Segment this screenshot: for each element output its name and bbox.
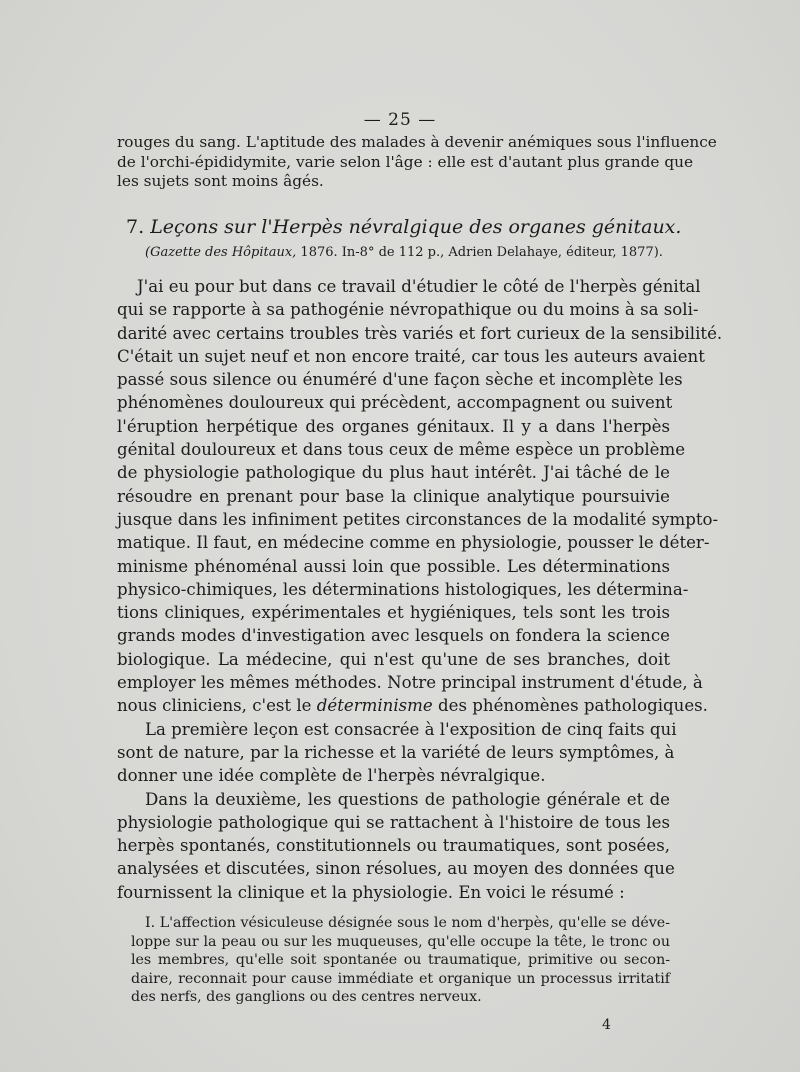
text-line: Dans la deuxième, les questions de pathologie générale et de — [145, 789, 670, 809]
text-line: biologique. La médecine, qui n'est qu'une de ses branches, doit — [117, 649, 670, 669]
text-line: darité avec certains troubles très variés et fort curieux de la sensibilité. — [117, 323, 723, 343]
source-journal: (Gazette des Hôpitaux, — [145, 245, 297, 260]
emphasis-determinisme: déterminisme — [316, 696, 433, 716]
text-line: physico-chimiques, les déterminations histologiques, les détermina- — [117, 579, 689, 599]
text-line: jusque dans les infiniment petites circonstances de la modalité sympto- — [117, 509, 719, 529]
text-line: résoudre en prenant pour base la clinique analytique poursuivie — [117, 486, 670, 506]
text-line: de l'orchi-épididymite, varie selon l'âge : elle est d'autant plus grande que — [117, 152, 694, 171]
text-line: fournissent la clinique et la physiologie. En voici le résumé : — [117, 882, 625, 902]
publication-source — [145, 245, 663, 260]
continuation-paragraph — [117, 133, 717, 192]
text-line: phénomènes douloureux qui précèdent, accompagnent ou suivent — [117, 393, 673, 413]
text-line: employer les mêmes méthodes. Notre principal instrument d'étude, à — [117, 673, 703, 693]
section-title-b: l'Herpès névralgique des organes génitaux. — [261, 216, 682, 238]
text-line: tions cliniques, expérimentales et hygiéniques, tels sont les trois — [117, 603, 670, 623]
text-line: sont de nature, par la richesse et la variété de leurs symptômes, à — [117, 742, 675, 762]
section-heading — [126, 216, 682, 238]
text-line: génital douloureux et dans tous ceux de même espèce un problème — [117, 440, 686, 460]
text-line: les membres, qu'elle soit spontanée ou traumatique, primitive ou secon- — [131, 952, 670, 969]
text-line: I. L'affection vésiculeuse désignée sous le nom d'herpès, qu'elle se déve- — [145, 915, 670, 931]
text-line: analysées et discutées, sinon résolues, au moyen des données que — [117, 859, 675, 879]
text-line: matique. Il faut, en médecine comme en physiologie, pousser le déter- — [117, 533, 710, 553]
text-line: qui se rapporte à sa pathogénie névropathique ou du moins à sa soli- — [117, 300, 699, 320]
text-line: rouges du sang. L'aptitude des malades à devenir anémiques sous l'influence — [117, 133, 717, 151]
text-line: J'ai eu pour but dans ce travail d'étudier le côté de l'herpès génital — [137, 277, 701, 296]
text-line — [117, 694, 708, 717]
text-line: loppe sur la peau ou sur les muqueuses, qu'elle occupe la tête, le tronc ou — [131, 933, 670, 950]
section-title-a: Leçons sur — [150, 216, 262, 238]
text-line: minisme phénoménal aussi loin que possible. Les déterminations — [117, 556, 670, 576]
summary-note — [131, 914, 670, 1007]
source-details: 1876. In-8° de 112 p., Adrien Delahaye, éditeur, 1877). — [296, 245, 663, 260]
text-line: donner une idée complète de l'herpès névralgique. — [117, 766, 546, 786]
text-line: l'éruption herpétique des organes génitaux. Il y a dans l'herpès — [117, 416, 670, 436]
text-run: des phénomènes pathologiques. — [432, 696, 708, 716]
text-run: nous cliniciens, c'est le — [117, 696, 317, 716]
text-line: de physiologie pathologique du plus haut intérêt. J'ai tâché de le — [117, 463, 670, 483]
text-line: grands modes d'investigation avec lesquels on fondera la science — [117, 626, 670, 646]
signature-mark: 4 — [602, 1017, 611, 1033]
text-line: daire, reconnait pour cause immédiate et organique un processus irritatif — [131, 970, 670, 987]
text-line: La première leçon est consacrée à l'exposition de cinq faits qui — [145, 719, 677, 739]
text-line: passé sous silence ou énuméré d'une façon sèche et incomplète les — [117, 370, 683, 390]
text-line: des nerfs, des ganglions ou des centres nerveux. — [131, 989, 482, 1006]
section-number: 7. — [126, 216, 145, 238]
page-number: — 25 — — [363, 110, 437, 130]
text-line: herpès spontanés, constitutionnels ou traumatiques, sont posées, — [117, 836, 670, 856]
main-paragraph — [117, 275, 723, 904]
text-line: les sujets sont moins âgés. — [117, 172, 324, 190]
text-line: physiologie pathologique qui se rattachent à l'histoire de tous les — [117, 812, 670, 832]
text-line: C'était un sujet neuf et non encore traité, car tous les auteurs avaient — [117, 346, 705, 366]
